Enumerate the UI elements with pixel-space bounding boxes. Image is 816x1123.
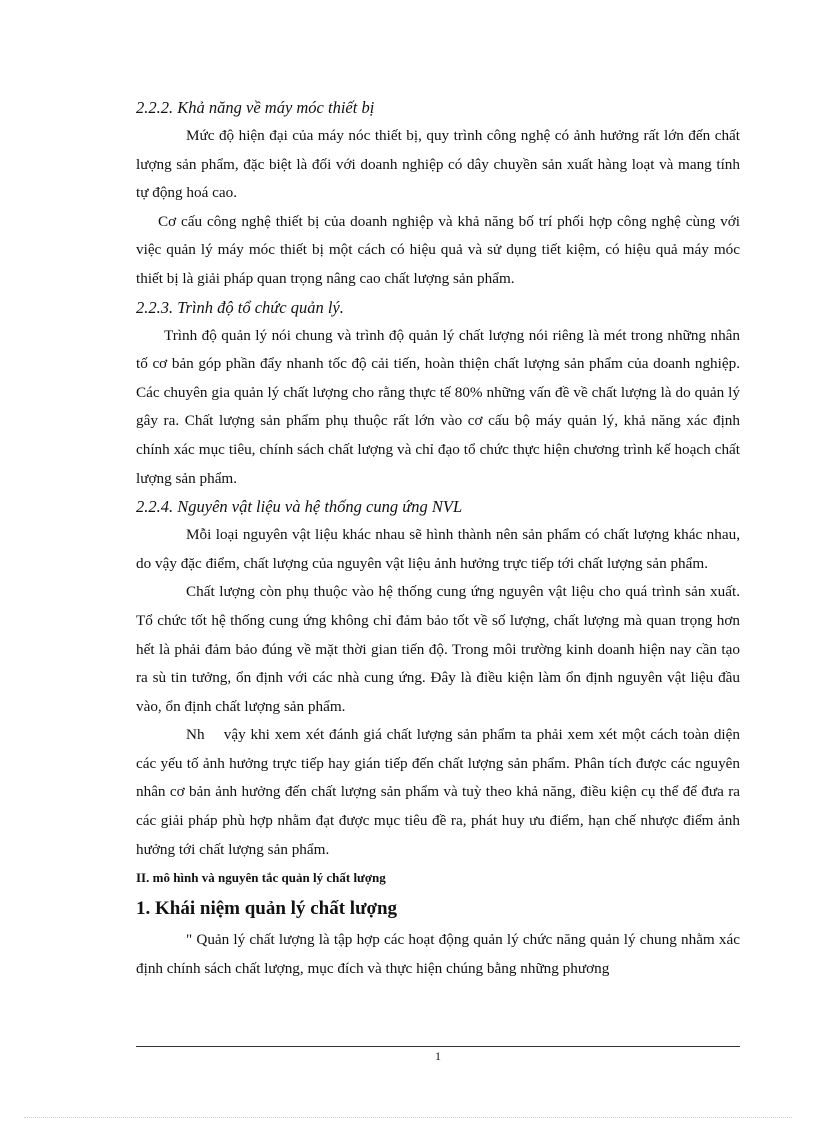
paragraph-2-2-2-1: Mức độ hiện đại của máy nóc thiết bị, quy trình công nghệ có ảnh hưởng rất lớn đến chất lượng sản phẩm, đặc biệt là đối với doanh nghiệp có dây chuyền sản xuất hàng loạt và mang tính tự động hoá cao.	[136, 127, 740, 202]
paragraph-2-2-4-3: Nh vậy khi xem xét đánh giá chất lượng sản phẩm ta phải xem xét một cách toàn diện các yếu tố ảnh hưởng trực tiếp hay gián tiếp đến chất lượng sản phẩm. Phân tích được các nguyên nhân cơ bản ảnh hưởng đến chất lượng sản phẩm và tuỳ theo khả năng, điều kiện cụ thể để đưa ra các giải pháp phù hợp nhằm đạt được mục tiêu đề ra, phát huy ưu điểm, hạn chế nhược điểm ảnh hưởng tới chất lượng sản phẩm.	[136, 726, 744, 858]
paragraph-2-2-4-1: Mỗi loại nguyên vật liệu khác nhau sẽ hình thành nên sản phẩm có chất lượng khác nhau, do vậy đặc điểm, chất lượng của nguyên vật liệu ảnh hưởng trực tiếp tới chất lượng sản phẩm.	[136, 526, 740, 572]
heading-2-2-3: 2.2.3. Trình độ tổ chức quản lý.	[136, 297, 344, 317]
paragraph-2-2-4-2: Chất lượng còn phụ thuộc vào hệ thống cung ứng nguyên vật liệu cho quá trình sản xuất. Tổ chức tốt hệ thống cung ứng không chỉ đảm bảo tốt về số lượng, chất lượng mà quan trọng hơn hết là phải đảm bảo đúng về mặt thời gian tiến độ. Trong môi trường kinh doanh hiện nay cần tạo ra sù tin tưởng, ổn định với các nhà cung ứng. Đây là điều kiện làm ổn định nguyên vật liệu đầu vào, ổn định chất lượng sản phẩm.	[136, 583, 740, 715]
footer-divider	[136, 1046, 740, 1047]
heading-2-2-2: 2.2.2. Khả năng về máy móc thiết bị	[136, 98, 375, 117]
heading-2-2-4: 2.2.4. Nguyên vật liệu và hệ thống cung ứng NVL	[136, 497, 463, 517]
page-number: 1	[435, 1049, 441, 1063]
paragraph-1-1: " Quản lý chất lượng là tập hợp các hoạt động quản lý chức năng quản lý chung nhằm xác định chính sách chất lượng, mục đích và thực hiện chúng bằng những phương	[136, 931, 740, 977]
paragraph-2-2-2-2: Cơ cấu công nghệ thiết bị của doanh nghiệp và khả năng bố trí phối hợp công nghệ cùng với việc quản lý máy móc thiết bị một cách có hiệu quả và sử dụng tiết kiệm, có hiệu quả máy móc thiết bị là giải pháp quan trọng nâng cao chất lượng sản phẩm.	[136, 212, 740, 287]
heading-1: 1. Khái niệm quản lý chất lượng	[136, 898, 398, 920]
page-bottom-dotted-line	[24, 1117, 792, 1118]
heading-section-ii: II. mô hình và nguyên tắc quản lý chất lượng	[136, 870, 386, 886]
page-content	[136, 94, 744, 983]
paragraph-2-2-3-1: Trình độ quản lý nói chung và trình độ quản lý chất lượng nói riêng là mét trong những nhân tố cơ bản góp phần đẩy nhanh tốc độ cải tiến, hoàn thiện chất lượng sản phẩm của doanh nghiệp. Các chuyên gia quản lý chất lượng cho rằng thực tế 80% những vấn đề về chất lượng là do quản lý gây ra. Chất lượng sản phẩm phụ thuộc rất lớn vào cơ cấu bộ máy quản lý, khả năng xác định chính xác mục tiêu, chính sách chất lượng và chỉ đạo tổ chức thực hiện chương trình kế hoạch chất lượng sản phẩm.	[136, 326, 740, 487]
